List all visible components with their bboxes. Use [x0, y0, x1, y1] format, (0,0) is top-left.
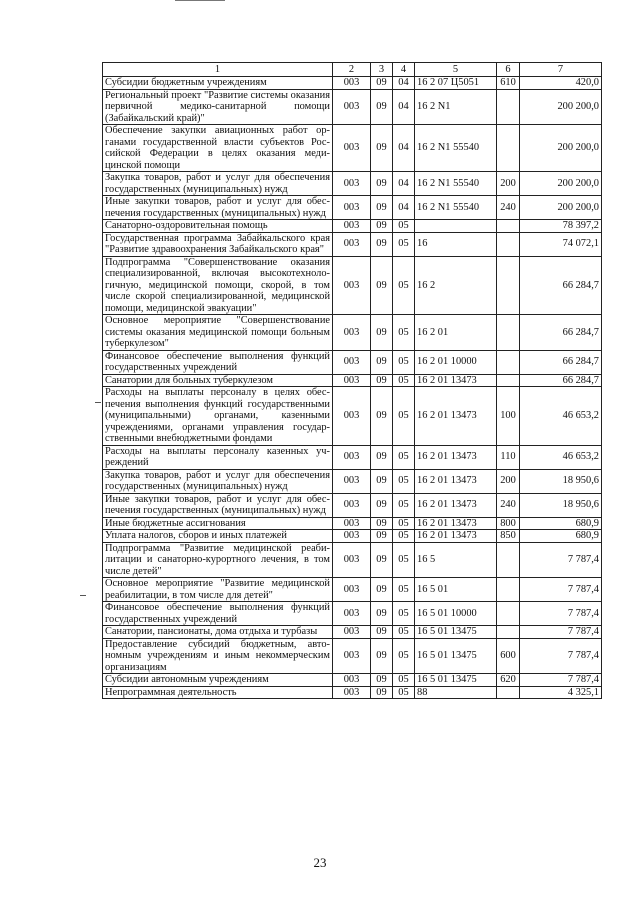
- column-number: 5: [415, 63, 497, 77]
- row-name: Расходы на выплаты персоналу в целях обеспечения выполнения функций государственными (муниципальными) органами, казенными учреждениями, органами управления государственными внебюджетными фондами: [103, 387, 333, 446]
- cell-amount: 200 200,0: [520, 89, 602, 125]
- cell-amount: 420,0: [520, 77, 602, 90]
- budget-table-body: [103, 63, 602, 699]
- table-row: [103, 196, 602, 220]
- cell-expense-type: [497, 220, 520, 233]
- cell-grbs: 003: [333, 125, 371, 172]
- cell-amount: 46 653,2: [520, 445, 602, 469]
- cell-amount: 7 787,4: [520, 578, 602, 602]
- row-name: Государственная программа Забайкальского края "Развитие здравоохранения Забайкальского края": [103, 232, 333, 256]
- cell-expense-type: 600: [497, 638, 520, 674]
- table-row: [103, 220, 602, 233]
- cell-expense-type: [497, 256, 520, 315]
- cell-subsection: 05: [393, 602, 415, 626]
- cell-grbs: 003: [333, 638, 371, 674]
- cell-expense-type: [497, 315, 520, 351]
- table-row: [103, 674, 602, 687]
- page-number: 23: [313, 855, 327, 870]
- row-name: Иные бюджетные ассигнования: [103, 517, 333, 530]
- cell-target-article: 16 2 N1: [415, 89, 497, 125]
- cell-grbs: 003: [333, 220, 371, 233]
- cell-grbs: 003: [333, 578, 371, 602]
- cell-amount: 680,9: [520, 530, 602, 543]
- cell-section: 09: [371, 89, 393, 125]
- cell-section: 09: [371, 542, 393, 578]
- cell-subsection: 05: [393, 220, 415, 233]
- cell-subsection: 05: [393, 638, 415, 674]
- cell-amount: 7 787,4: [520, 542, 602, 578]
- table-row: [103, 315, 602, 351]
- cell-target-article: 16 5 01 13475: [415, 626, 497, 639]
- cell-target-article: 16 2 01: [415, 315, 497, 351]
- row-name: Закупка товаров, работ и услуг для обеспечения государственных (муниципальных) нужд: [103, 172, 333, 196]
- cell-section: 09: [371, 626, 393, 639]
- cell-section: 09: [371, 256, 393, 315]
- cell-amount: 7 787,4: [520, 602, 602, 626]
- cell-grbs: 003: [333, 674, 371, 687]
- cell-grbs: 003: [333, 626, 371, 639]
- cell-expense-type: 800: [497, 517, 520, 530]
- table-row: [103, 542, 602, 578]
- cell-subsection: 05: [393, 232, 415, 256]
- cell-section: 09: [371, 469, 393, 493]
- cell-subsection: 05: [393, 674, 415, 687]
- cell-target-article: 88: [415, 686, 497, 699]
- cell-target-article: 16 5 01 13475: [415, 674, 497, 687]
- cell-subsection: 05: [393, 445, 415, 469]
- column-number: 6: [497, 63, 520, 77]
- cell-target-article: 16 2 N1 55540: [415, 196, 497, 220]
- column-number: 4: [393, 63, 415, 77]
- cell-subsection: 05: [393, 517, 415, 530]
- cell-target-article: 16 5 01: [415, 578, 497, 602]
- cell-expense-type: 200: [497, 172, 520, 196]
- column-number: 1: [103, 63, 333, 77]
- cell-expense-type: 850: [497, 530, 520, 543]
- cell-grbs: 003: [333, 602, 371, 626]
- cell-grbs: 003: [333, 469, 371, 493]
- cell-expense-type: [497, 374, 520, 387]
- table-row: [103, 517, 602, 530]
- cell-expense-type: [497, 542, 520, 578]
- cell-grbs: 003: [333, 530, 371, 543]
- row-name: Субсидии бюджетным учреждениям: [103, 77, 333, 90]
- cell-target-article: 16 2 01 13473: [415, 493, 497, 517]
- table-row: [103, 469, 602, 493]
- column-number: 2: [333, 63, 371, 77]
- row-name: Санатории, пансионаты, дома отдыха и турбазы: [103, 626, 333, 639]
- cell-expense-type: 200: [497, 469, 520, 493]
- cell-grbs: 003: [333, 315, 371, 351]
- table-row: [103, 602, 602, 626]
- cell-expense-type: 620: [497, 674, 520, 687]
- row-name: Закупка товаров, работ и услуг для обеспечения государственных (муниципальных) нужд: [103, 469, 333, 493]
- table-row: [103, 89, 602, 125]
- cell-grbs: 003: [333, 445, 371, 469]
- cell-amount: 18 950,6: [520, 493, 602, 517]
- cell-subsection: 04: [393, 196, 415, 220]
- table-row: [103, 626, 602, 639]
- cell-subsection: 05: [393, 350, 415, 374]
- cell-target-article: 16 2 N1 55540: [415, 172, 497, 196]
- column-number-row: [103, 63, 602, 77]
- cell-grbs: 003: [333, 350, 371, 374]
- cell-expense-type: [497, 686, 520, 699]
- cell-expense-type: 610: [497, 77, 520, 90]
- cell-target-article: 16 5: [415, 542, 497, 578]
- cell-subsection: 04: [393, 172, 415, 196]
- cell-target-article: 16 2 01 13473: [415, 445, 497, 469]
- cell-section: 09: [371, 686, 393, 699]
- row-name: Санаторно-оздоровительная помощь: [103, 220, 333, 233]
- table-row: [103, 77, 602, 90]
- cell-section: 09: [371, 602, 393, 626]
- cell-target-article: 16 2 N1 55540: [415, 125, 497, 172]
- cell-subsection: 05: [393, 530, 415, 543]
- cell-amount: 66 284,7: [520, 256, 602, 315]
- table-row: [103, 350, 602, 374]
- row-name: Расходы на выплаты персоналу казенных учреждений: [103, 445, 333, 469]
- cell-target-article: 16 2 01 10000: [415, 350, 497, 374]
- row-name: Субсидии автономным учреждениям: [103, 674, 333, 687]
- cell-subsection: 05: [393, 578, 415, 602]
- cell-grbs: 003: [333, 232, 371, 256]
- cell-subsection: 04: [393, 89, 415, 125]
- cell-subsection: 04: [393, 125, 415, 172]
- table-row: [103, 374, 602, 387]
- row-name: Подпрограмма "Совершенствование оказания специализированной, включая высокотехнологичную, медицинской помощи, скорой, в том числе скорой специализированной, медицинской помощи, медицинской эвакуации": [103, 256, 333, 315]
- cell-section: 09: [371, 125, 393, 172]
- cell-expense-type: [497, 89, 520, 125]
- margin-tick: [80, 595, 86, 596]
- margin-tick: [95, 402, 101, 403]
- cell-target-article: 16 2 01 13473: [415, 387, 497, 446]
- cell-amount: 200 200,0: [520, 125, 602, 172]
- cell-subsection: 05: [393, 387, 415, 446]
- document-page: [102, 62, 601, 699]
- table-row: [103, 387, 602, 446]
- cell-amount: 7 787,4: [520, 626, 602, 639]
- column-number: 7: [520, 63, 602, 77]
- cell-section: 09: [371, 374, 393, 387]
- table-row: [103, 172, 602, 196]
- cell-target-article: 16 2: [415, 256, 497, 315]
- cell-subsection: 05: [393, 493, 415, 517]
- row-name: Иные закупки товаров, работ и услуг для обеспечения государственных (муниципальных) нужд: [103, 196, 333, 220]
- cell-amount: 200 200,0: [520, 196, 602, 220]
- table-row: [103, 493, 602, 517]
- cell-grbs: 003: [333, 172, 371, 196]
- cell-section: 09: [371, 530, 393, 543]
- cell-expense-type: 240: [497, 493, 520, 517]
- cell-amount: 200 200,0: [520, 172, 602, 196]
- cell-target-article: 16 5 01 13475: [415, 638, 497, 674]
- cell-subsection: 05: [393, 374, 415, 387]
- cell-target-article: 16 2 01 13473: [415, 469, 497, 493]
- cell-expense-type: 240: [497, 196, 520, 220]
- scan-top-mark: [175, 0, 225, 1]
- cell-amount: 680,9: [520, 517, 602, 530]
- cell-subsection: 05: [393, 315, 415, 351]
- cell-expense-type: [497, 232, 520, 256]
- cell-section: 09: [371, 638, 393, 674]
- cell-target-article: 16: [415, 232, 497, 256]
- row-name: Непрограммная деятельность: [103, 686, 333, 699]
- table-row: [103, 125, 602, 172]
- row-name: Финансовое обеспечение выполнения функций государственных учреждений: [103, 602, 333, 626]
- cell-subsection: 05: [393, 542, 415, 578]
- cell-target-article: 16 2 01 13473: [415, 530, 497, 543]
- cell-section: 09: [371, 315, 393, 351]
- cell-grbs: 003: [333, 196, 371, 220]
- cell-subsection: 05: [393, 469, 415, 493]
- cell-subsection: 05: [393, 686, 415, 699]
- cell-target-article: [415, 220, 497, 233]
- row-name: Финансовое обеспечение выполнения функций государственных учреждений: [103, 350, 333, 374]
- cell-expense-type: [497, 578, 520, 602]
- cell-target-article: 16 2 01 13473: [415, 374, 497, 387]
- cell-subsection: 04: [393, 77, 415, 90]
- cell-grbs: 003: [333, 542, 371, 578]
- cell-expense-type: 110: [497, 445, 520, 469]
- table-row: [103, 530, 602, 543]
- cell-subsection: 05: [393, 626, 415, 639]
- cell-amount: 46 653,2: [520, 387, 602, 446]
- cell-grbs: 003: [333, 89, 371, 125]
- cell-subsection: 05: [393, 256, 415, 315]
- cell-amount: 74 072,1: [520, 232, 602, 256]
- row-name: Основное мероприятие "Развитие медицинской реабилитации, в том числе для детей": [103, 578, 333, 602]
- cell-expense-type: [497, 350, 520, 374]
- row-name: Региональный проект "Развитие системы оказания первичной медико-санитарной помощи (Забайкальский край)": [103, 89, 333, 125]
- cell-section: 09: [371, 578, 393, 602]
- cell-section: 09: [371, 77, 393, 90]
- cell-amount: 78 397,2: [520, 220, 602, 233]
- cell-amount: 7 787,4: [520, 638, 602, 674]
- cell-section: 09: [371, 517, 393, 530]
- table-row: [103, 686, 602, 699]
- row-name: Подпрограмма "Развитие медицинской реабилитации и санаторно-курортного лечения, в том числе детей": [103, 542, 333, 578]
- cell-target-article: 16 5 01 10000: [415, 602, 497, 626]
- row-name: Обеспечение закупки авиационных работ органами государственной власти субъектов Российской Федерации в целях оказания медицинской помощи: [103, 125, 333, 172]
- cell-amount: 66 284,7: [520, 374, 602, 387]
- budget-table: [102, 62, 602, 699]
- row-name: Иные закупки товаров, работ и услуг для обеспечения государственных (муниципальных) нужд: [103, 493, 333, 517]
- table-row: [103, 445, 602, 469]
- cell-section: 09: [371, 387, 393, 446]
- cell-amount: 4 325,1: [520, 686, 602, 699]
- cell-expense-type: 100: [497, 387, 520, 446]
- cell-section: 09: [371, 196, 393, 220]
- cell-amount: 66 284,7: [520, 350, 602, 374]
- cell-section: 09: [371, 232, 393, 256]
- cell-section: 09: [371, 220, 393, 233]
- column-number: 3: [371, 63, 393, 77]
- table-row: [103, 232, 602, 256]
- cell-section: 09: [371, 172, 393, 196]
- cell-grbs: 003: [333, 517, 371, 530]
- cell-grbs: 003: [333, 374, 371, 387]
- cell-section: 09: [371, 445, 393, 469]
- cell-expense-type: [497, 125, 520, 172]
- cell-amount: 7 787,4: [520, 674, 602, 687]
- cell-grbs: 003: [333, 493, 371, 517]
- table-row: [103, 256, 602, 315]
- cell-grbs: 003: [333, 256, 371, 315]
- row-name: Предоставление субсидий бюджетным, автономным учреждениям и иным некоммерческим организациям: [103, 638, 333, 674]
- cell-expense-type: [497, 626, 520, 639]
- cell-amount: 66 284,7: [520, 315, 602, 351]
- cell-section: 09: [371, 674, 393, 687]
- row-name: Санатории для больных туберкулезом: [103, 374, 333, 387]
- row-name: Уплата налогов, сборов и иных платежей: [103, 530, 333, 543]
- table-row: [103, 638, 602, 674]
- row-name: Основное мероприятие "Совершенствование системы оказания медицинской помощи больным туберкулезом": [103, 315, 333, 351]
- cell-target-article: 16 2 01 13473: [415, 517, 497, 530]
- table-row: [103, 578, 602, 602]
- cell-section: 09: [371, 350, 393, 374]
- cell-section: 09: [371, 493, 393, 517]
- cell-grbs: 003: [333, 77, 371, 90]
- cell-grbs: 003: [333, 686, 371, 699]
- cell-expense-type: [497, 602, 520, 626]
- cell-target-article: 16 2 07 Ц5051: [415, 77, 497, 90]
- cell-grbs: 003: [333, 387, 371, 446]
- cell-amount: 18 950,6: [520, 469, 602, 493]
